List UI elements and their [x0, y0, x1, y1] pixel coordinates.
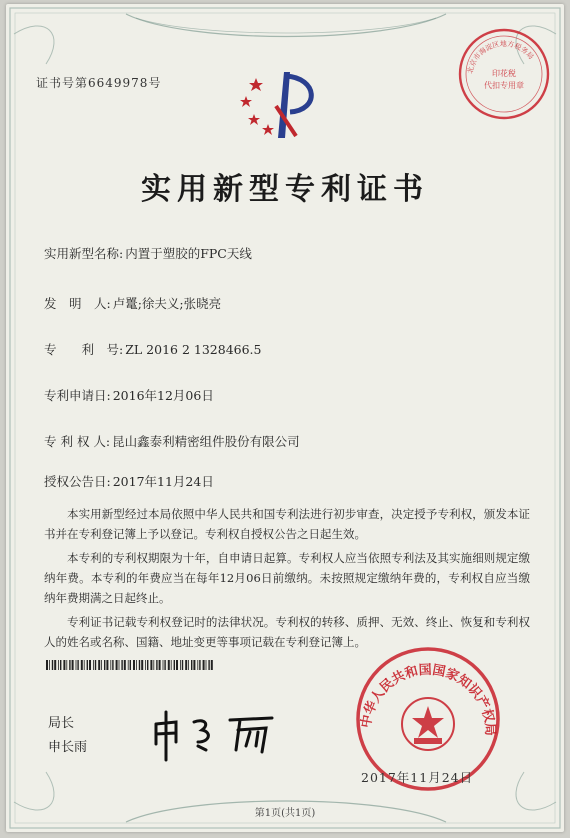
- certificate-title: 实用新型专利证书: [141, 172, 429, 207]
- field-value: 2017年11月24日: [112, 474, 214, 489]
- stamp-date: 2017年11月24日: [361, 770, 474, 785]
- page-number: 第1页(共1页): [254, 808, 316, 819]
- field-label: 专 利 号:: [44, 342, 124, 357]
- field-patent-number: [44, 340, 262, 358]
- field-application-date: [44, 386, 214, 404]
- patent-office-logo-icon: [238, 66, 328, 144]
- certificate-body: [44, 504, 530, 656]
- field-label: 实用新型名称:: [44, 246, 124, 261]
- barcode-icon: [46, 660, 216, 670]
- field-value: ZL 2016 2 1328466.5: [125, 342, 262, 357]
- field-value: 昆山鑫泰利精密组件股份有限公司: [112, 434, 300, 449]
- body-paragraph: 专利证书记载专利权登记时的法律状况。专利权的转移、质押、无效、终止、恢复和专利权人的姓名或名称、国籍、地址变更等事项记载在专利登记簿上。: [44, 615, 530, 649]
- signature-name: 申长雨: [48, 740, 88, 755]
- field-label: 授权公告日:: [44, 474, 111, 489]
- svg-text:北京市海淀区地方税务局: 北京市海淀区地方税务局: [466, 39, 535, 75]
- field-label: 专利申请日:: [44, 388, 111, 403]
- body-paragraph: 本实用新型经过本局依照中华人民共和国专利法进行初步审查，决定授予专利权，颁发本证书并在专利登记簿上予以登记。专利权自授权公告之日起生效。: [44, 507, 530, 541]
- field-utility-model-name: [44, 244, 252, 262]
- body-paragraph: 本专利的专利权期限为十年，自申请日起算。专利权人应当依照专利法及其实施细则规定缴纳年费。本专利的年费应当在每年12月06日前缴纳。未按照规定缴纳年费的，专利权自应当缴纳年费期满之日起终止。: [44, 551, 530, 605]
- handwritten-signature-icon: [146, 694, 286, 764]
- tax-stamp-icon: [456, 26, 552, 122]
- certificate-page: [6, 4, 564, 832]
- signature-title: 局长: [48, 716, 75, 731]
- field-inventors: [44, 294, 221, 312]
- field-label: 发 明 人:: [44, 296, 111, 311]
- field-value: 2016年12月06日: [112, 388, 214, 403]
- field-value: 卢鼍;徐夫义;张晓亮: [112, 296, 222, 311]
- svg-text:中华人民共和国国家知识产权局: 中华人民共和国国家知识产权局: [358, 662, 498, 737]
- svg-text:印花税: 印花税: [492, 69, 516, 78]
- field-label: 专 利 权 人:: [44, 434, 111, 449]
- svg-text:代扣专用章: 代扣专用章: [484, 81, 524, 90]
- certificate-number: 证书号第6649978号: [36, 76, 162, 90]
- field-patentee: [44, 432, 300, 450]
- field-grant-date: [44, 472, 214, 490]
- field-value: 内置于塑胶的FPC天线: [125, 246, 252, 261]
